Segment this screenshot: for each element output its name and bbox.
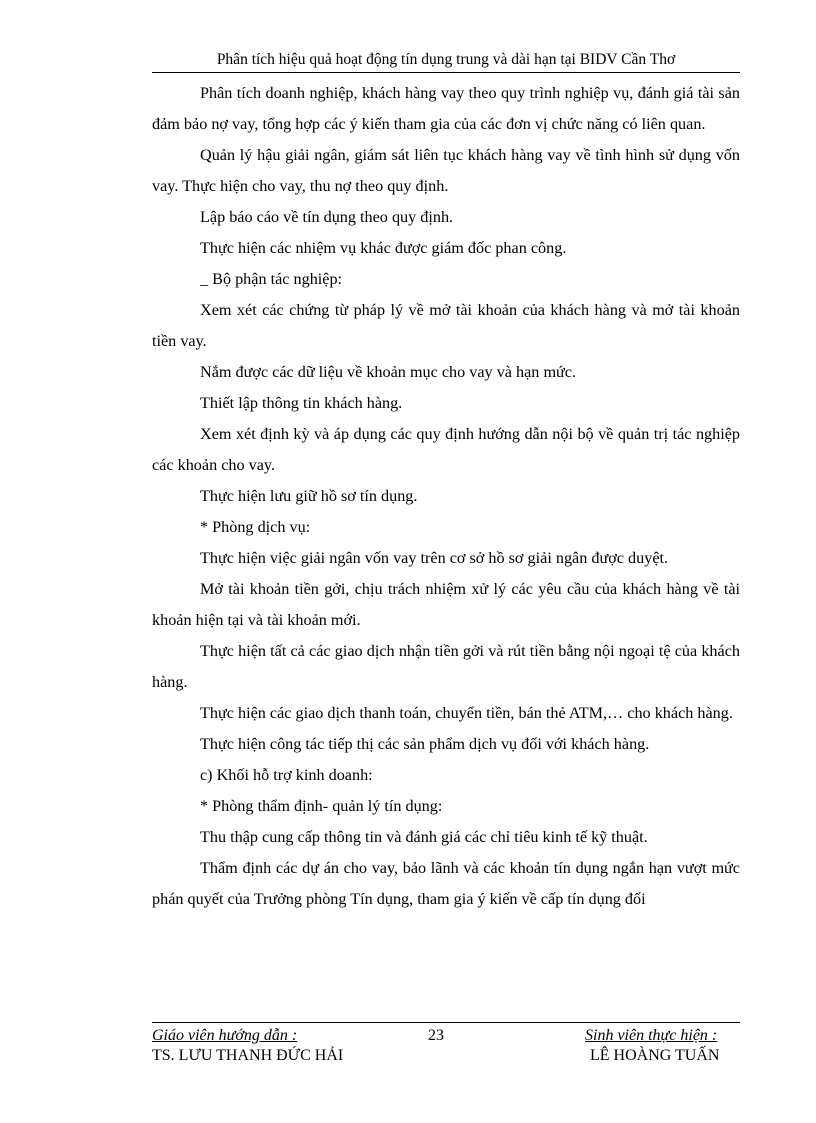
body-text bbox=[152, 78, 740, 915]
paragraph: Lập báo cáo về tín dụng theo quy định. bbox=[200, 208, 454, 226]
paragraph: Xem xét định kỳ và áp dụng các quy định hướng dẫn nội bộ về quản trị tác nghiệp các khoản cho vay. bbox=[152, 425, 740, 474]
student-label: Sinh viên thực hiện : bbox=[585, 1027, 718, 1044]
paragraph: Nắm được các dữ liệu về khoản mục cho vay và hạn mức. bbox=[200, 363, 577, 381]
paragraph: Thực hiện các nhiệm vụ khác được giám đốc phan công. bbox=[200, 239, 567, 257]
paragraph: Thực hiện các giao dịch thanh toán, chuyển tiền, bán thẻ ATM,… cho khách hàng. bbox=[200, 704, 733, 722]
paragraph: * Phòng dịch vụ: bbox=[200, 518, 311, 536]
paragraph: Mở tài khoản tiền gởi, chịu trách nhiệm xử lý các yêu cầu của khách hàng về tài khoản hiện tại và tài khoản mới. bbox=[152, 580, 740, 629]
running-header: Phân tích hiệu quả hoạt động tín dụng trung và dài hạn tại BIDV Cần Thơ bbox=[216, 51, 676, 68]
paragraph: Thẩm định các dự án cho vay, bảo lãnh và các khoản tín dụng ngắn hạn vượt mức phán quyết của Trưởng phòng Tín dụng, tham gia ý kiến về cấp tín dụng đối bbox=[152, 859, 740, 908]
paragraph: Thực hiện lưu giữ hồ sơ tín dụng. bbox=[200, 487, 418, 505]
paragraph: _ Bộ phận tác nghiệp: bbox=[200, 270, 343, 288]
header-rule bbox=[152, 72, 740, 73]
paragraph: Xem xét các chứng từ pháp lý về mở tài khoản của khách hàng và mở tài khoản tiền vay. bbox=[152, 301, 740, 350]
student-name: LÊ HOÀNG TUẤN bbox=[590, 1047, 720, 1064]
paragraph: Thiết lập thông tin khách hàng. bbox=[200, 394, 403, 412]
advisor-label: Giáo viên hướng dẫn : bbox=[152, 1027, 298, 1044]
paragraph: Thực hiện việc giải ngân vốn vay trên cơ sở hồ sơ giải ngân được duyệt. bbox=[200, 549, 669, 567]
page-number: 23 bbox=[428, 1027, 444, 1044]
paragraph: Phân tích doanh nghiệp, khách hàng vay theo quy trình nghiệp vụ, đánh giá tài sản đảm bảo nợ vay, tổng hợp các ý kiến tham gia của các đơn vị chức năng có liên quan. bbox=[152, 84, 740, 133]
footer-rule bbox=[152, 1022, 740, 1023]
paragraph: c) Khối hỗ trợ kinh doanh: bbox=[200, 766, 373, 784]
paragraph: Thu thập cung cấp thông tin và đánh giá các chỉ tiêu kinh tế kỹ thuật. bbox=[200, 828, 648, 846]
paragraph: * Phòng thẩm định- quản lý tín dụng: bbox=[200, 797, 443, 815]
paragraph: Thực hiện tất cả các giao dịch nhận tiền gởi và rút tiền bằng nội ngoại tệ của khách hàng. bbox=[152, 642, 740, 691]
paragraph: Quản lý hậu giải ngân, giám sát liên tục khách hàng vay về tình hình sử dụng vốn vay. Thực hiện cho vay, thu nợ theo quy định. bbox=[152, 146, 740, 195]
advisor-name: TS. LƯU THANH ĐỨC HẢI bbox=[152, 1047, 344, 1064]
paragraph: Thực hiện công tác tiếp thị các sản phẩm dịch vụ đối với khách hàng. bbox=[200, 735, 650, 753]
